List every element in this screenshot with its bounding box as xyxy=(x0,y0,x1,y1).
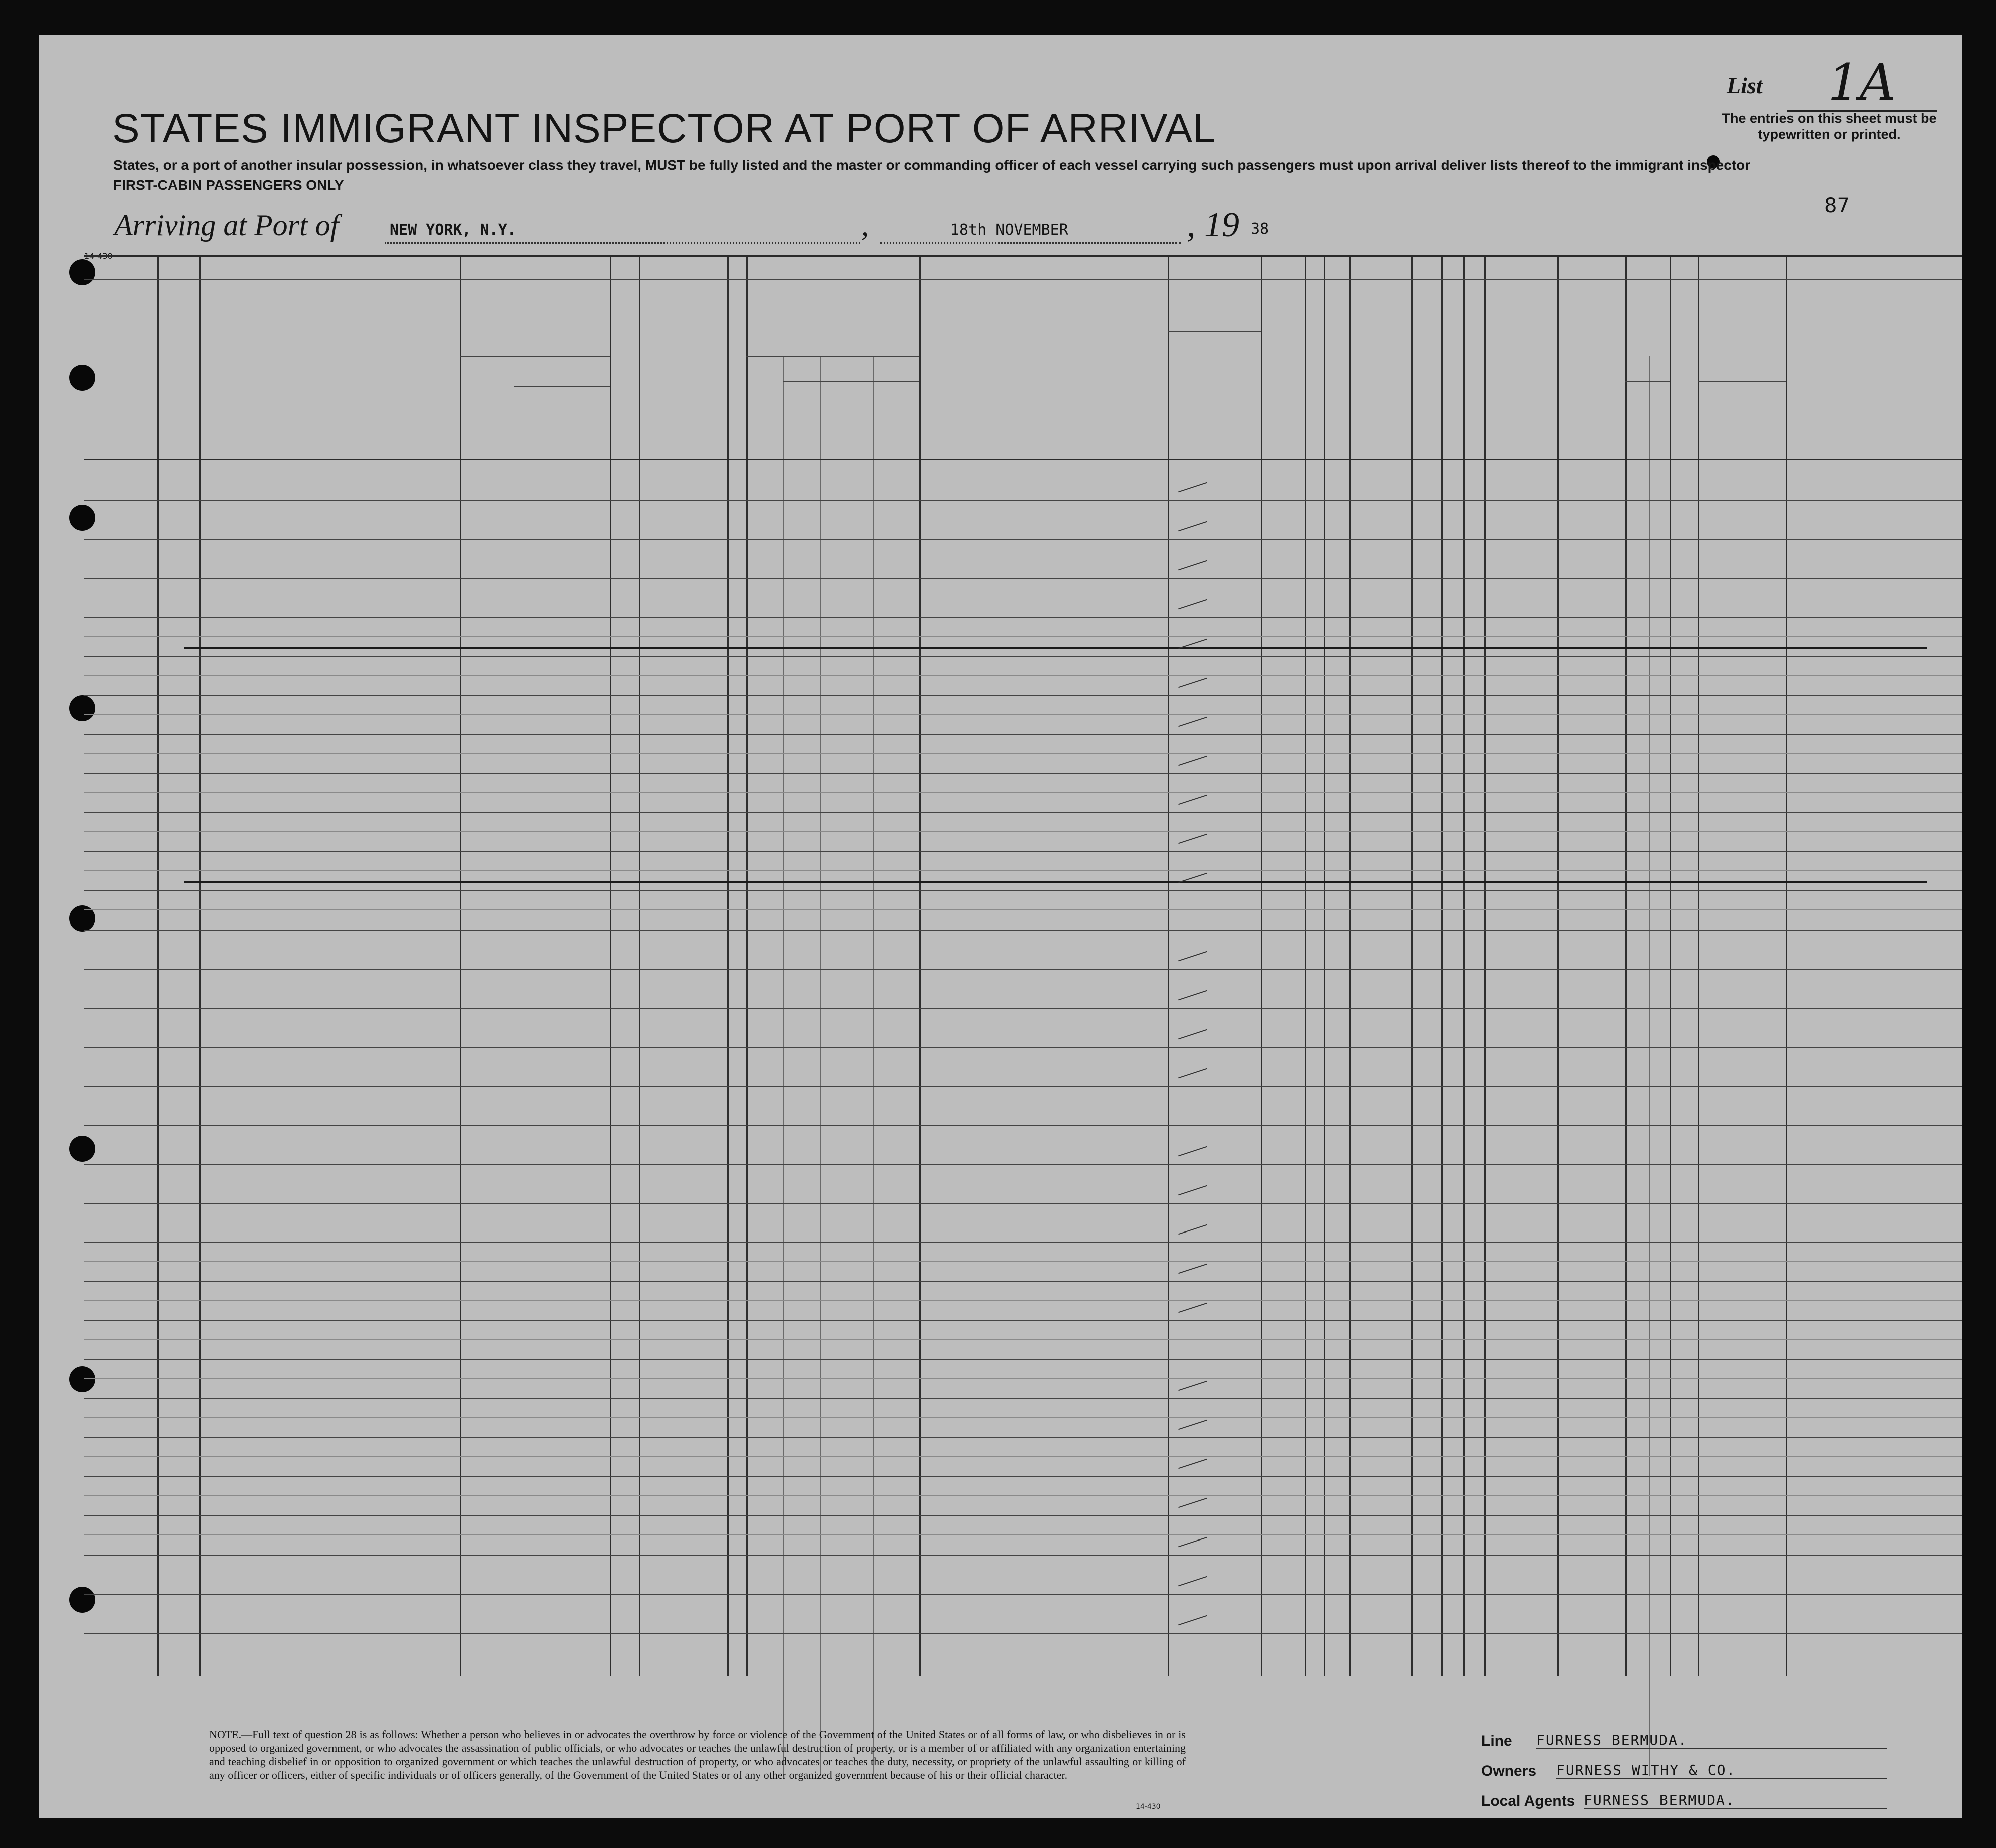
port-underline xyxy=(385,242,860,244)
column-rule xyxy=(1698,255,1699,1676)
check-mark xyxy=(1178,1264,1207,1274)
row-midline xyxy=(84,714,1962,715)
column-rule xyxy=(1484,255,1486,1676)
row-rule xyxy=(84,1203,1962,1204)
col-purpose xyxy=(1170,285,1259,326)
col-city xyxy=(551,406,609,421)
column-rule xyxy=(1670,255,1671,1676)
check-mark xyxy=(1178,1224,1207,1235)
col-purpose-return xyxy=(1170,334,1198,456)
height-subrule xyxy=(1625,381,1670,382)
col-feet xyxy=(1626,386,1648,456)
arriving-label: Arriving at Port of xyxy=(114,209,339,242)
col-passage-paid xyxy=(642,321,724,366)
row-rule xyxy=(84,1320,1962,1321)
row-rule xyxy=(84,734,1962,735)
column-number xyxy=(639,258,727,278)
col-year-period xyxy=(784,386,819,446)
row-rule xyxy=(84,1515,1962,1516)
dest-subrule xyxy=(460,356,610,357)
ever-subrule xyxy=(746,356,919,357)
color-subrule xyxy=(1698,381,1786,382)
arrival-date: 18th NOVEMBER xyxy=(950,221,1068,239)
column-number xyxy=(1411,258,1441,278)
column-number xyxy=(1324,258,1349,278)
row-midline xyxy=(84,1417,1962,1418)
col-in-usa xyxy=(516,360,608,385)
col-prison xyxy=(1263,285,1303,456)
typewritten-note: The entries on this sheet must be typewritten or printed. xyxy=(1722,111,1937,142)
check-mark xyxy=(1178,1576,1207,1586)
column-rule xyxy=(639,255,640,1676)
footer-code: 14-430 xyxy=(1136,1803,1161,1811)
column-rule xyxy=(1324,255,1325,1676)
line-value: FURNESS BERMUDA. xyxy=(1536,1732,1887,1749)
col-where xyxy=(821,406,872,426)
col-deported xyxy=(1464,285,1483,456)
date-underline xyxy=(880,242,1181,244)
check-mark xyxy=(1178,1420,1207,1430)
col-ticket xyxy=(613,285,636,456)
binder-hole xyxy=(69,695,95,721)
col-overthrow xyxy=(1351,285,1409,456)
row-midline xyxy=(84,831,1962,832)
col-polygamist xyxy=(1307,285,1322,456)
row-rule xyxy=(84,1281,1962,1282)
binder-hole xyxy=(69,1587,95,1613)
check-mark xyxy=(1178,1146,1207,1156)
column-number xyxy=(460,258,610,278)
check-mark xyxy=(1178,1459,1207,1469)
check-mark xyxy=(1178,560,1207,570)
strike-line xyxy=(184,881,1927,883)
row-rule xyxy=(84,500,1962,501)
cabin-class: FIRST-CABIN PASSENGERS ONLY xyxy=(113,177,344,193)
column-number xyxy=(610,258,639,278)
column-number xyxy=(199,258,460,278)
binder-hole xyxy=(69,1366,95,1392)
row-rule xyxy=(84,539,1962,540)
col-foreign-country xyxy=(461,366,513,441)
row-midline xyxy=(84,1456,1962,1457)
column-rule xyxy=(746,255,748,1676)
line-label: Line xyxy=(1481,1733,1512,1749)
column-rule xyxy=(1168,255,1169,1676)
page-number: 87 xyxy=(1824,194,1850,217)
row-rule xyxy=(84,1008,1962,1009)
column-number xyxy=(727,258,746,278)
binder-hole xyxy=(69,365,95,391)
check-mark xyxy=(1178,1537,1207,1547)
column-number xyxy=(1261,258,1305,278)
column-number xyxy=(1349,258,1411,278)
col-final-destination-note xyxy=(462,326,608,351)
col-deformed xyxy=(1560,356,1622,436)
row-midline xyxy=(84,1495,1962,1496)
list-label: List xyxy=(1727,73,1763,98)
manifest-sheet xyxy=(39,35,1962,1818)
row-rule xyxy=(84,656,1962,657)
check-mark xyxy=(1178,1303,1207,1313)
page-title: STATES IMMIGRANT INSPECTOR AT PORT OF ARRIVAL xyxy=(112,106,1216,151)
column-rule xyxy=(919,255,921,1676)
check-mark xyxy=(1178,1068,1207,1078)
column-number xyxy=(157,258,199,278)
row-rule xyxy=(84,1555,1962,1556)
col-anarchist xyxy=(1326,285,1347,456)
column-rule xyxy=(1557,255,1559,1676)
column-number xyxy=(1484,258,1557,278)
row-midline xyxy=(84,1300,1962,1301)
column-number xyxy=(1441,258,1463,278)
list-number: 1A xyxy=(1787,55,1937,112)
header-instructions: States, or a port of another insular possession, in whatsoever class they travel, MUST be fully listed and the master or commanding officer of each vessel carrying such passengers must upon arrival deliver lists thereof to the immigrant inspector xyxy=(113,157,1751,173)
row-midline xyxy=(84,870,1962,871)
header-bottom-rule xyxy=(84,459,1962,460)
check-mark xyxy=(1178,1381,1207,1391)
binder-hole xyxy=(69,1136,95,1162)
column-rule xyxy=(1441,255,1443,1676)
column-number xyxy=(746,258,919,278)
binder-hole xyxy=(69,505,95,531)
col-date-departure xyxy=(874,386,918,446)
column-number xyxy=(1557,258,1625,278)
column-number xyxy=(1305,258,1324,278)
col-ever-before-note xyxy=(748,336,917,351)
column-rule xyxy=(1411,255,1413,1676)
row-rule xyxy=(84,890,1962,891)
check-mark xyxy=(1178,521,1207,531)
row-midline xyxy=(84,792,1962,793)
agents-value: FURNESS BERMUDA. xyxy=(1584,1792,1887,1809)
col-excluded xyxy=(1442,285,1462,456)
column-rule xyxy=(727,255,729,1676)
row-rule xyxy=(84,1633,1962,1634)
column-number xyxy=(1670,258,1698,278)
check-mark xyxy=(1178,678,1207,688)
column-number xyxy=(1698,258,1786,278)
row-rule xyxy=(84,1594,1962,1595)
column-number xyxy=(1463,258,1484,278)
row-midline xyxy=(84,753,1962,754)
row-rule xyxy=(84,695,1962,696)
column-rule xyxy=(610,255,611,1676)
col-final-destination xyxy=(462,305,608,326)
check-mark xyxy=(1178,717,1207,727)
col-if-yes xyxy=(784,360,918,378)
col-inches xyxy=(1650,386,1669,456)
col-eyes xyxy=(1752,416,1784,431)
binder-hole xyxy=(69,259,95,285)
col-hair xyxy=(1700,416,1748,431)
column-number xyxy=(1168,258,1261,278)
col-state xyxy=(515,406,549,421)
column-number xyxy=(919,258,1168,278)
col-fifty-dollars xyxy=(730,285,743,456)
check-mark xyxy=(1178,1615,1207,1625)
col-passage-paid-note xyxy=(642,371,724,451)
row-midline xyxy=(84,1534,1962,1535)
check-mark xyxy=(1178,1185,1207,1195)
row-rule xyxy=(84,617,1962,618)
ifyes-subrule xyxy=(783,381,919,382)
colnum-rule xyxy=(84,279,1962,280)
column-number xyxy=(1625,258,1670,278)
row-rule xyxy=(84,930,1962,931)
row-rule xyxy=(84,1242,1962,1243)
row-rule xyxy=(84,1125,1962,1126)
purpose-subrule xyxy=(1168,331,1261,332)
column-rule xyxy=(199,255,201,1676)
column-rule xyxy=(1463,255,1465,1676)
row-midline xyxy=(84,636,1962,637)
column-rule xyxy=(1261,255,1262,1676)
column-rule xyxy=(157,255,159,1676)
column-number xyxy=(1786,258,1961,278)
check-mark xyxy=(1178,1498,1207,1508)
col-yes-or-no xyxy=(747,396,782,426)
row-rule xyxy=(84,1047,1962,1048)
column-rule xyxy=(1305,255,1306,1676)
col-color-of xyxy=(1700,351,1784,366)
col-marks xyxy=(1789,386,1958,406)
row-rule xyxy=(84,1437,1962,1438)
col-complexion xyxy=(1671,386,1697,416)
row-rule xyxy=(84,1164,1962,1165)
form-code: 14-430 xyxy=(84,251,113,261)
col-join-relative xyxy=(929,366,1158,446)
row-rule xyxy=(84,1359,1962,1360)
check-mark xyxy=(1178,756,1207,766)
comma: , xyxy=(861,209,869,242)
row-rule xyxy=(84,773,1962,774)
check-mark xyxy=(1178,1029,1207,1039)
row-midline xyxy=(84,1339,1962,1340)
row-rule xyxy=(84,851,1962,852)
row-rule xyxy=(84,1398,1962,1399)
row-rule xyxy=(84,578,1962,579)
check-mark xyxy=(1178,599,1207,609)
row-midline xyxy=(84,909,1962,910)
row-midline xyxy=(84,1378,1962,1379)
col-condition xyxy=(1487,356,1554,436)
row-rule xyxy=(84,1086,1962,1087)
header-top-rule xyxy=(84,255,1962,257)
col-offer xyxy=(1413,285,1439,456)
agents-label: Local Agents xyxy=(1481,1793,1575,1809)
row-rule xyxy=(84,812,1962,813)
row-rule xyxy=(84,969,1962,970)
row-midline xyxy=(84,1261,1962,1262)
usa-subrule xyxy=(514,386,610,387)
arrival-year: 38 xyxy=(1251,220,1269,238)
row-rule xyxy=(84,1476,1962,1477)
check-mark xyxy=(1178,482,1207,492)
check-mark xyxy=(1178,990,1207,1000)
column-rule xyxy=(1786,255,1787,1676)
col-height xyxy=(1626,351,1669,366)
strike-line xyxy=(184,647,1927,649)
footnote: NOTE.—Full text of question 28 is as follows: Whether a person who believes in or advocates the overthrow by force or violence of the Government of the United States or of all forms of law, or who disbelieves in or is opposed to organized government, or who advocates the assassination of public officials, or who advocates or teaches the unlawful destruction of property, or is a member of or affiliated with any organization entertaining and teaching disbelief in or opposition to organized government or which teaches the unlawful destruction of property, or who advocates or teaches the duty, necessity, or propriety of the unlawful assaulting or killing of any officer or officers, either of specific individuals or of officers generally, of the Government of the United States or of any other organized government because of his or their official character. xyxy=(209,1728,1186,1781)
year-prefix: , 19 xyxy=(1187,206,1239,244)
row-midline xyxy=(84,675,1962,676)
col-purpose-citizen xyxy=(1237,334,1259,456)
column-rule xyxy=(1349,255,1351,1676)
owners-label: Owners xyxy=(1481,1763,1537,1779)
arrival-port: NEW YORK, N.Y. xyxy=(390,221,516,239)
col-relative xyxy=(209,371,450,446)
check-mark xyxy=(1178,951,1207,961)
column-rule xyxy=(1625,255,1627,1676)
check-mark xyxy=(1178,834,1207,844)
owners-value: FURNESS WITHY & CO. xyxy=(1556,1762,1887,1779)
column-rule xyxy=(460,255,461,1676)
check-mark xyxy=(1178,795,1207,805)
col-no-on-list xyxy=(159,376,197,436)
col-purpose-length xyxy=(1202,334,1233,456)
